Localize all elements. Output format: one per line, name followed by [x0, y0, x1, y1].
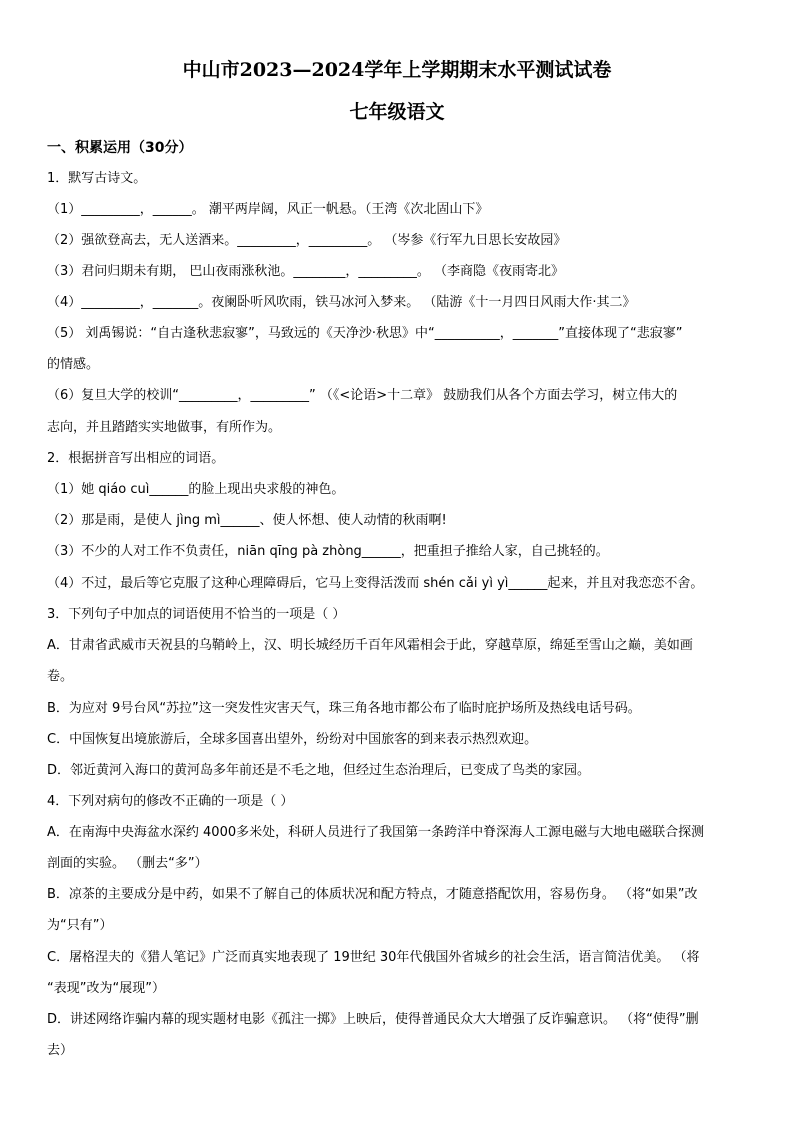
exam-title: 中山市2023—2024学年上学期期末水平测试试卷 — [182, 59, 612, 81]
question-1-item-2: （2）强欲登高去，无人送酒来。_________，_________。 （岑参《行军九日思长安故园》 — [47, 233, 567, 248]
question-1-item-5: （5） 刘禹锡说：“自古逢秋悲寂寥”，马致远的《天净沙·秋思》中“__________，_______”直接体现了“悲寂寥” — [47, 326, 683, 341]
question-4-option-b-cont: 为“只有”） — [47, 918, 113, 933]
question-2-item-4: （4）不过，最后等它克服了这种心理障碍后，它马上变得活泼而 shén cǎi yì yì______起来，并且对我恋恋不舍。 — [47, 576, 704, 591]
question-3-option-a: A．甘肃省武威市天祝县的乌鞘岭上，汉、明长城经历千百年风霜相会于此，穿越草原，绵延至雪山之巅，美如画 — [47, 638, 693, 653]
question-1-item-5-cont: 的情感。 — [47, 357, 100, 372]
question-1-item-6-cont: 志向，并且踏踏实实地做事，有所作为。 — [47, 420, 282, 435]
question-2-item-3: （3）不少的人对工作不负责任，niān qīng pà zhòng______，把重担子推给人家，自己挑轻的。 — [47, 544, 609, 559]
question-2-item-2: （2）那是雨，是使人 jìng mì______、使人怀想、使人动情的秋雨啊! — [47, 513, 447, 528]
question-1-stem: 1．默写古诗文。 — [47, 171, 147, 186]
exam-subtitle: 七年级语文 — [349, 101, 445, 123]
question-4-option-a-cont: 剖面的实验。 （删去“多”） — [47, 856, 208, 871]
section-heading: 一、积累运用（30分） — [47, 140, 193, 156]
question-1-item-4: （4）_________，_______。夜阑卧听风吹雨，铁马冰河入梦来。 （陆游《十一月四日风雨大作·其二》 — [47, 295, 636, 310]
question-3-option-b: B．为应对 9号台风“苏拉”这一突发性灾害天气，珠三角各地市都公布了临时庇护场所及热线电话号码。 — [47, 701, 641, 716]
question-2-item-1: （1）她 qiáo cuì______的脸上现出央求般的神色。 — [47, 482, 345, 497]
question-4-option-c-cont: “表现”改为“展现”） — [47, 981, 165, 996]
question-3-option-a-cont: 卷。 — [47, 669, 74, 684]
question-4-option-c: C．屠格涅夫的《猎人笔记》广泛而真实地表现了 19世纪 30年代俄国外省城乡的社会生活，语言简洁优美。 （将 — [47, 950, 700, 965]
question-1-item-6: （6）复旦大学的校训“_________，_________” （《<论语>十二章》 鼓励我们从各个方面去学习，树立伟大的 — [47, 388, 678, 403]
question-3-option-c: C．中国恢复出境旅游后，全球多国喜出望外，纷纷对中国旅客的到来表示热烈欢迎。 — [47, 732, 538, 747]
question-1-item-3: （3）君问归期未有期， 巴山夜雨涨秋池。________，_________。 （李商隐《夜雨寄北》 — [47, 264, 565, 279]
question-4-stem: 4．下列对病句的修改不正确的一项是（ ） — [47, 794, 294, 809]
question-4-option-d: D．讲述网络诈骗内幕的现实题材电影《孤注一掷》上映后，使得普通民众大大增强了反诈骗意识。 （将“使得”删 — [47, 1012, 699, 1027]
question-3-stem: 3．下列句子中加点的词语使用不恰当的一项是（ ） — [47, 607, 346, 622]
question-4-option-b: B．凉茶的主要成分是中药，如果不了解自己的体质状况和配方特点，才随意搭配饮用，容易伤身。 （将“如果”改 — [47, 887, 698, 902]
question-4-option-d-cont: 去） — [47, 1043, 74, 1058]
question-4-option-a: A．在南海中央海盆水深约 4000多米处，科研人员进行了我国第一条跨洋中脊深海人工源电磁与大地电磁联合探测 — [47, 825, 705, 840]
question-2-stem: 2．根据拼音写出相应的词语。 — [47, 451, 225, 466]
question-3-option-d: D．邻近黄河入海口的黄河岛多年前还是不毛之地，但经过生态治理后，已变成了鸟类的家园。 — [47, 763, 591, 778]
question-1-item-1: （1）_________，______。 潮平两岸阔，风正一帆悬。（王湾《次北固山下》 — [47, 202, 489, 217]
